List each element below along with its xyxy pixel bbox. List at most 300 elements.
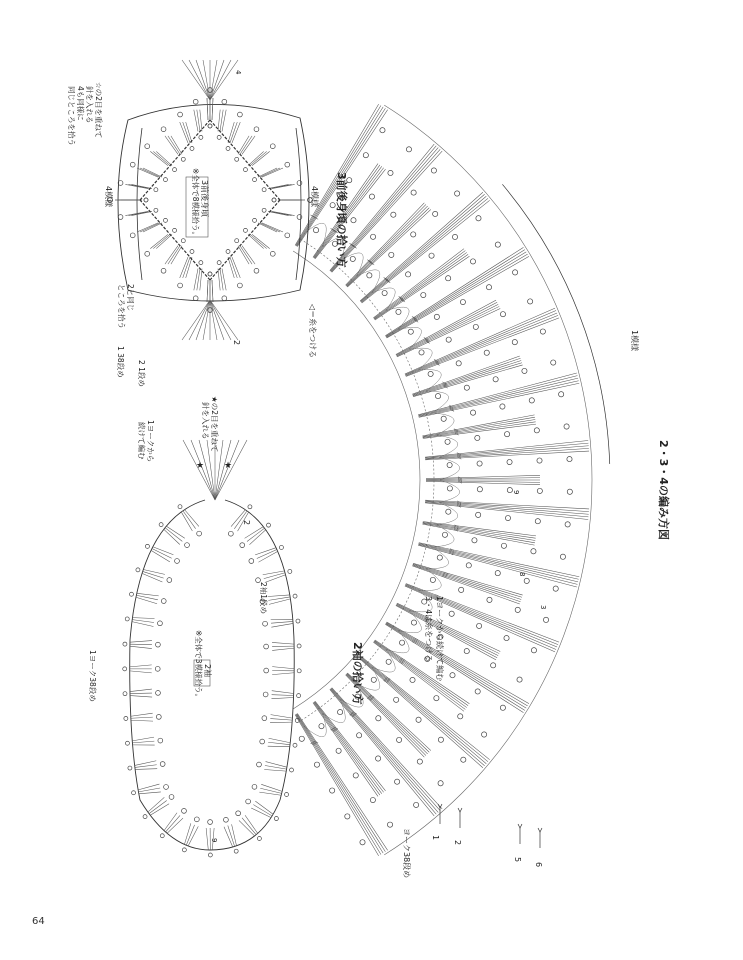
chain-loop [263, 621, 268, 626]
yoke-stitch [346, 204, 426, 285]
yoke-stitch [418, 376, 577, 416]
sleeve-title: 2袖の拾い方 [351, 642, 364, 705]
sleeve-stitch [132, 737, 154, 741]
chain-loop [477, 623, 482, 628]
chain-loop [447, 486, 452, 491]
yoke-stitch [397, 604, 500, 654]
chain-loop [411, 620, 416, 625]
yoke-stitch [405, 313, 557, 375]
chain-loop [564, 424, 569, 429]
chain-loop [182, 808, 187, 813]
body-stitch [268, 211, 289, 215]
yoke-stitch [419, 381, 579, 417]
yoke-inner-num-9: 9 [512, 490, 520, 495]
sleeve-stitch [185, 510, 199, 527]
chain-loop [285, 162, 290, 167]
sleeve-stitch [261, 784, 282, 791]
body-label-left: 4模様 [104, 186, 113, 208]
body-stitch [171, 136, 182, 154]
yoke-stitch [423, 523, 536, 541]
sleeve-stitch [245, 815, 258, 833]
chain-loop [217, 261, 221, 265]
sleeve-stitch [130, 689, 152, 692]
sleeve-stitch [132, 622, 154, 627]
chain-loop [363, 153, 368, 158]
body-fan-stitch [210, 60, 238, 100]
sleeve-stitch [138, 788, 160, 792]
sleeve-stitch [188, 826, 198, 846]
chain-loop [456, 361, 461, 366]
chain-loop [154, 188, 158, 192]
sleeve-stitch [130, 693, 152, 694]
yoke-stitch [419, 383, 579, 417]
sleeve-stitch [138, 784, 159, 790]
chain-loop [337, 709, 342, 714]
sleeve-stitch [272, 642, 294, 644]
row-arrow-head [538, 828, 542, 832]
chain-loop [288, 569, 292, 573]
chain-loop [246, 799, 251, 804]
sleeve-center-label: 2袖 [203, 664, 212, 678]
chain-loop [197, 531, 202, 536]
chain-loop [487, 597, 492, 602]
chain-loop [370, 797, 375, 802]
chain-loop [208, 853, 212, 857]
yoke-stitch [374, 252, 467, 319]
chain-loop [279, 545, 283, 549]
chain-loop [226, 249, 230, 253]
chain-loop [161, 268, 166, 273]
chain-loop [421, 292, 426, 297]
chain-loop [336, 748, 341, 753]
chain-loop [476, 216, 481, 221]
body-bracket-left [137, 128, 142, 280]
chain-loop [169, 795, 174, 800]
chain-loop [263, 692, 268, 697]
yoke-stitch [423, 417, 535, 436]
body-same-place-2: ところを拾う [117, 284, 126, 329]
chain-loop [495, 242, 500, 247]
chain-loop [274, 817, 278, 821]
chain-loop [240, 543, 245, 548]
chain-loop [416, 717, 421, 722]
body-fan-stitch [203, 60, 210, 100]
chain-loop [182, 848, 186, 852]
chain-loop [252, 784, 257, 789]
chain-loop [297, 669, 301, 673]
yoke-stitch [397, 603, 500, 651]
yoke-arc [300, 239, 434, 721]
body-row-label-1: 1 38段め [116, 346, 125, 378]
yoke-stitch [361, 194, 485, 301]
body-stitch [165, 136, 178, 154]
body-stitch [260, 168, 280, 177]
yoke-stitch [418, 545, 577, 587]
sleeve-stitch [165, 528, 182, 542]
sleeve-stitch [271, 623, 293, 627]
body-stitch [150, 151, 168, 165]
row-arrow-head [438, 804, 442, 808]
sleeve-stitch [139, 792, 161, 794]
chain-loop [185, 543, 190, 548]
sleeve-stitch [249, 530, 265, 545]
chain-loop [434, 696, 439, 701]
chain-loop [504, 635, 509, 640]
chain-loop [491, 663, 496, 668]
body-stitch [137, 168, 158, 177]
yoke-stitch [346, 206, 427, 286]
sleeve-stitch [148, 797, 164, 812]
body-stitch [270, 211, 292, 215]
sleeve-arrow-num: 2 [242, 520, 251, 526]
chain-loop [464, 385, 469, 390]
body-fan-stitch [203, 300, 210, 340]
chain-loop [360, 840, 365, 845]
body-stitch [258, 223, 277, 232]
sleeve-stitch [130, 665, 152, 667]
chain-loop [199, 135, 203, 139]
body-stitch [200, 110, 202, 132]
sleeve-stitch [264, 769, 286, 771]
sleeve-stitch [272, 695, 294, 696]
chain-loop [296, 619, 300, 623]
chain-loop [238, 112, 243, 117]
body-stitch [248, 151, 264, 165]
chain-loop [386, 659, 391, 664]
chain-loop [522, 368, 527, 373]
yoke-stitch [423, 522, 536, 538]
body-title: 3前後身頃の拾い方 [335, 172, 348, 268]
body-center-note: ※全体で8模様拾う。 [191, 168, 200, 240]
chain-loop [455, 191, 460, 196]
chain-loop [272, 198, 276, 202]
chain-loop [501, 543, 506, 548]
yoke-stitch [361, 658, 485, 765]
chain-loop [208, 124, 212, 128]
sleeve-stitch [130, 696, 152, 697]
chain-loop [262, 716, 267, 721]
chain-loop [500, 705, 505, 710]
body-star-note-3: 4も同様に [76, 86, 85, 121]
chain-loop [433, 211, 438, 216]
chain-loop [257, 836, 261, 840]
body-stitch [131, 184, 152, 188]
body-fan-stitch [210, 300, 238, 340]
chain-loop [567, 456, 572, 461]
sleeve-stitch [143, 570, 165, 575]
chain-loop [553, 586, 558, 591]
chain-loop [446, 337, 451, 342]
chain-loop [136, 568, 140, 572]
yoke-stitch [387, 622, 529, 704]
body-stitch [165, 246, 178, 264]
sleeve-stitch [269, 738, 291, 742]
chain-loop [464, 648, 469, 653]
body-fan-stitch [182, 300, 210, 340]
chain-loop [411, 232, 416, 237]
chain-loop [475, 435, 480, 440]
chain-loop [356, 733, 361, 738]
chain-loop [130, 233, 135, 238]
sleeve-row-label-2: 2袖1段め [259, 582, 268, 615]
body-stitch [260, 223, 280, 232]
yoke-stitch [419, 543, 579, 577]
chain-loop [371, 677, 376, 682]
chain-loop [163, 178, 167, 182]
chain-loop [158, 738, 163, 743]
chain-loop [446, 276, 451, 281]
yoke-stitch [397, 309, 500, 357]
chain-loop [143, 815, 147, 819]
chain-loop [156, 714, 161, 719]
yoke-row-num-1: 1 [431, 835, 440, 841]
sleeve-star-note-1: ★の2目を重ねて [210, 396, 219, 453]
yoke-row-num-6: 6 [534, 862, 543, 868]
chain-loop [156, 691, 161, 696]
chain-loop [495, 571, 500, 576]
yoke-note-line1: 1ヨークから続けて編む [435, 596, 444, 682]
chain-loop [163, 218, 167, 222]
sleeve-yoke-note-2: 続けて編む [137, 422, 146, 460]
body-fan-stitch [189, 60, 210, 100]
sleeve-stitch [136, 597, 157, 603]
sleeve-stitch [132, 620, 154, 623]
chain-loop [482, 732, 487, 737]
sleeve-yoke-note-1: 1ヨークから [146, 420, 155, 463]
body-stitch [143, 223, 162, 232]
yoke-stitch [396, 604, 498, 655]
sleeve-stitch [164, 813, 177, 831]
chain-loop [417, 759, 422, 764]
chain-loop [460, 299, 465, 304]
chain-loop [531, 648, 536, 653]
chain-loop [476, 512, 481, 517]
yoke-stitch [419, 378, 579, 416]
yoke-stitch [422, 524, 534, 545]
yoke-chain-arc [439, 457, 460, 480]
chain-loop [264, 644, 269, 649]
chain-loop [396, 737, 401, 742]
yoke-stitch [373, 249, 464, 318]
body-stitch [262, 168, 283, 177]
chain-loop [461, 757, 466, 762]
chain-loop [543, 617, 548, 622]
chain-loop [130, 162, 135, 167]
body-stitch [207, 280, 208, 302]
yoke-stitch [418, 545, 577, 585]
chain-loop [181, 239, 185, 243]
chain-loop [410, 677, 415, 682]
yoke-stitch [423, 420, 536, 438]
chain-loop [257, 762, 262, 767]
chain-loop [270, 144, 275, 149]
row-arrow-head [518, 824, 522, 828]
chain-loop [123, 667, 127, 671]
chain-loop [299, 736, 304, 741]
chain-loop [507, 459, 512, 464]
body-stitch [250, 234, 267, 248]
sleeve-stitch [132, 741, 154, 743]
chain-loop [160, 762, 165, 767]
chain-loop [376, 756, 381, 761]
body-label-right: 4模様 [310, 186, 319, 208]
chain-loop [154, 208, 158, 212]
body-stitch [156, 151, 172, 165]
chain-loop [125, 741, 129, 745]
chain-loop [155, 666, 160, 671]
body-fan-stitch [210, 60, 217, 100]
body-stitch [140, 168, 160, 177]
chain-loop [512, 340, 517, 345]
chain-loop [145, 544, 149, 548]
chain-loop [524, 578, 529, 583]
chain-loop [243, 168, 247, 172]
chain-loop [434, 314, 439, 319]
chain-loop [123, 642, 127, 646]
body-edge [210, 200, 280, 280]
chain-loop [314, 762, 319, 767]
body-stitch [200, 269, 202, 291]
body-mark-4: 4 [234, 70, 242, 75]
chain-loop [512, 270, 517, 275]
body-stitch [240, 136, 252, 154]
chain-loop [515, 607, 520, 612]
chain-loop [567, 489, 572, 494]
chart-title: 2・3・4の編み方図 [657, 440, 670, 540]
chain-loop [389, 252, 394, 257]
chain-loop [264, 668, 269, 673]
body-stitch [212, 98, 213, 120]
yoke-stitch [374, 251, 466, 319]
body-stitch [207, 98, 208, 120]
body-stitch [143, 168, 162, 177]
body-stitch [248, 234, 264, 248]
chain-loop [428, 371, 433, 376]
chain-loop [175, 559, 180, 564]
chain-loop [470, 259, 475, 264]
chain-loop [367, 273, 372, 278]
chain-loop [194, 817, 199, 822]
sleeve-stitch [272, 673, 294, 675]
chain-loop [500, 404, 505, 409]
body-stitch [171, 246, 182, 264]
chain-loop [129, 592, 133, 596]
chain-loop [145, 251, 150, 256]
yoke-row-num-5: 5 [513, 857, 522, 863]
body-fan-stitch [182, 60, 210, 100]
sleeve-stitch [239, 820, 255, 836]
yoke-stitch [425, 448, 589, 459]
chain-loop [540, 329, 545, 334]
chain-loop [466, 563, 471, 568]
yoke-inner-num-3: 3 [539, 605, 547, 610]
sleeve-center-note: ※全体で3模様拾う。 [194, 630, 203, 702]
chain-loop [235, 157, 239, 161]
chain-loop [537, 488, 542, 493]
body-stitch [242, 246, 255, 264]
body-stitch [153, 234, 170, 248]
chain-loop [437, 555, 442, 560]
chain-loop [472, 538, 477, 543]
sleeve-stitch [272, 648, 294, 650]
body-stitch [131, 211, 152, 215]
row-arrow-head [458, 808, 462, 812]
sleeve-stitch [131, 720, 153, 721]
body-stitch [140, 223, 160, 232]
sleeve-stitch [131, 717, 153, 718]
chain-loop [431, 168, 436, 173]
body-stitch [212, 280, 213, 302]
body-stitch [150, 234, 168, 248]
chain-loop [447, 462, 452, 467]
yoke-stitch [387, 256, 529, 338]
chain-loop [493, 377, 498, 382]
chain-loop [369, 194, 374, 199]
body-stitch [240, 246, 252, 264]
body-outline [118, 104, 309, 301]
chain-loop [235, 239, 239, 243]
chain-loop [208, 820, 213, 825]
sleeve-star-note-2: 針を入れる [201, 402, 210, 440]
chain-loop [380, 128, 385, 133]
body-arrow-num: 2 [232, 340, 241, 346]
chain-loop [262, 188, 266, 192]
chain-loop [382, 290, 387, 295]
sleeve-stitch [272, 667, 294, 669]
chain-loop [224, 817, 229, 822]
body-fan-stitch [210, 300, 224, 340]
yoke-stitch [422, 415, 534, 436]
chain-loop [125, 617, 129, 621]
chain-loop [254, 268, 259, 273]
sleeve-stitch [135, 769, 157, 770]
chain-loop [260, 739, 265, 744]
chain-loop [193, 99, 198, 104]
chain-loop [178, 505, 182, 509]
chain-loop [319, 724, 324, 729]
yoke-stitch [386, 250, 525, 337]
chain-loop [266, 523, 270, 527]
sleeve-stitch [136, 595, 158, 600]
body-star-note-4: 同じところを拾う [67, 86, 76, 146]
chain-loop [330, 788, 335, 793]
body-stitch [272, 211, 295, 215]
sleeve-star-mark-right: ★ [224, 461, 233, 471]
chain-loop [445, 439, 450, 444]
body-stitch [125, 184, 148, 188]
chain-loop [173, 168, 177, 172]
chain-loop [484, 350, 489, 355]
chain-loop [181, 157, 185, 161]
sleeve-stitch [270, 719, 292, 721]
sleeve-stitch [263, 571, 285, 575]
chain-loop [222, 296, 227, 301]
chain-loop [450, 673, 455, 678]
sleeve-stitch [272, 691, 294, 694]
sleeve-stitch [130, 641, 152, 643]
yoke-stitch [374, 641, 467, 708]
chain-loop [419, 350, 424, 355]
yoke-inner-num-8: 8 [518, 572, 526, 577]
chain-loop [507, 487, 512, 492]
chain-loop [438, 781, 443, 786]
sleeve-stitch [271, 697, 293, 698]
yoke-stitch [419, 543, 579, 579]
chain-loop [531, 549, 536, 554]
chain-loop [459, 587, 464, 592]
chain-loop [217, 135, 221, 139]
yoke-bottom-label: ヨーク38段め [402, 828, 411, 879]
